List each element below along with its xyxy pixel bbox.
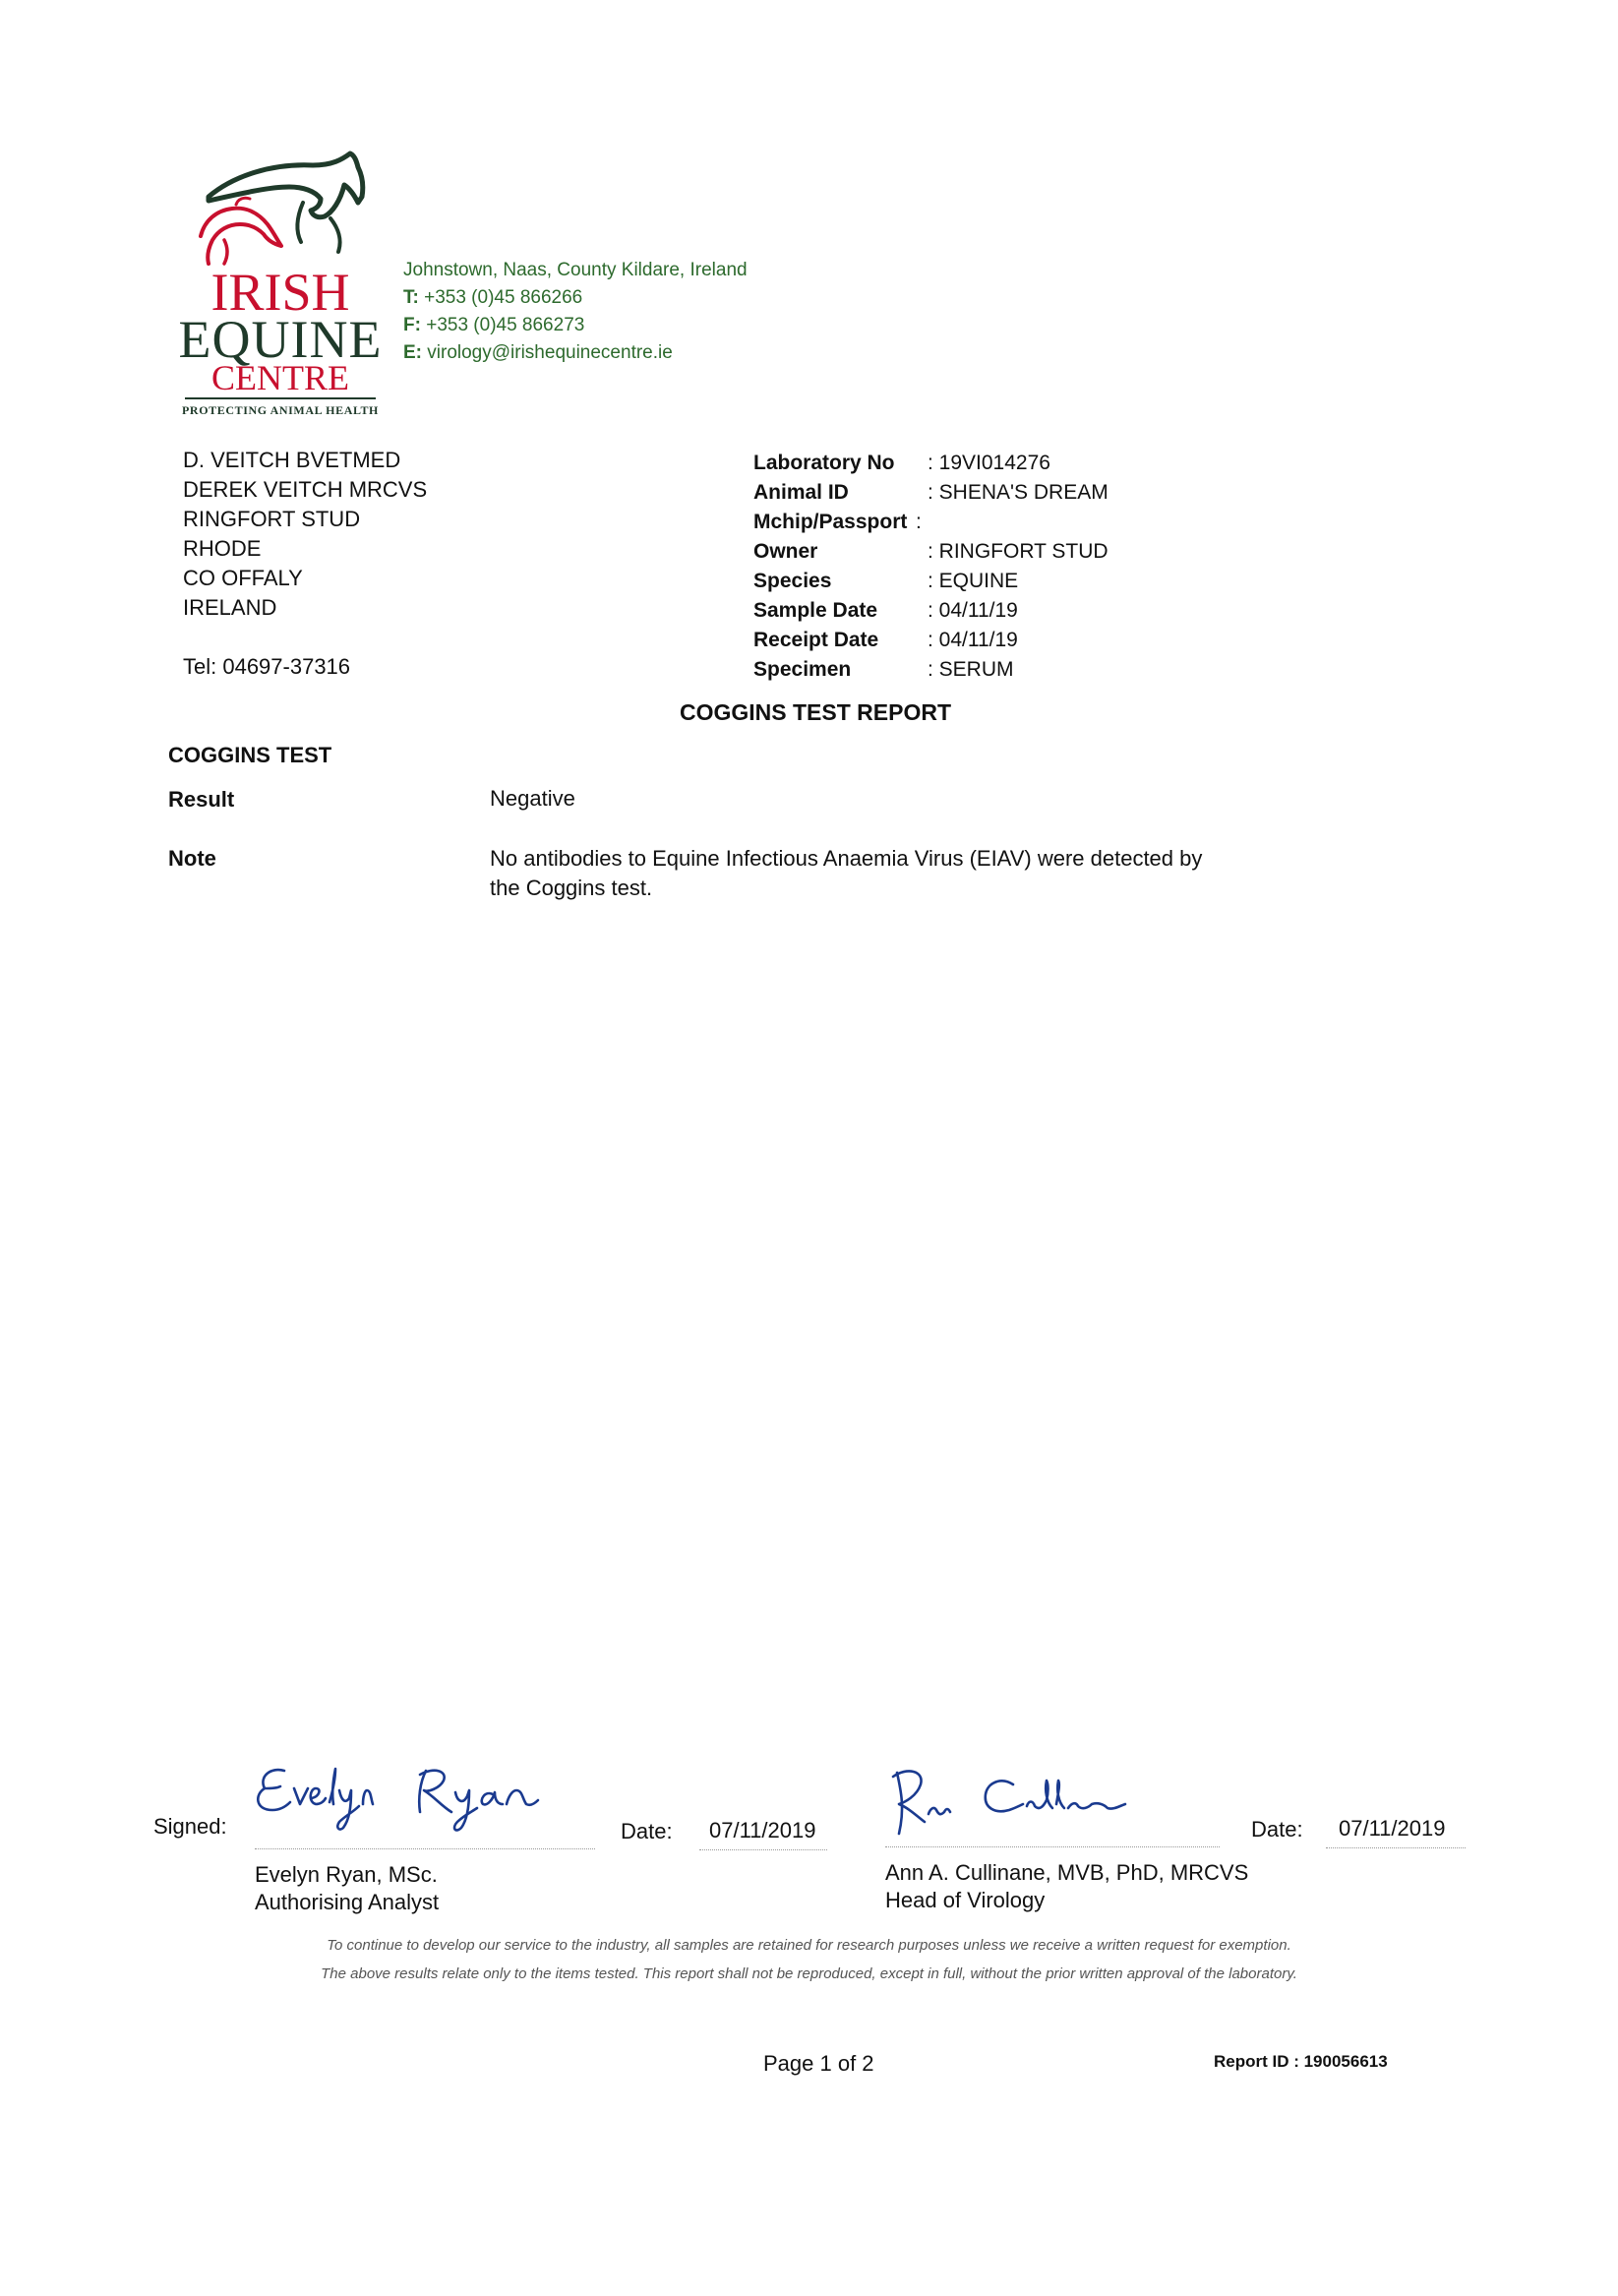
contact-fax <box>403 312 584 339</box>
result-label: Result <box>168 787 235 812</box>
recipient-line: CO OFFALY <box>183 566 303 590</box>
contact-email <box>403 339 673 367</box>
signed-label: Signed: <box>153 1814 227 1839</box>
contact-fax-prefix: F: <box>403 315 421 335</box>
footer-notice-retention: To continue to develop our service to the industry, all samples are retained for research purposes unless we receive a written request for exemption. <box>327 1937 1291 1954</box>
test-heading: COGGINS TEST <box>168 743 332 767</box>
note-text-line: the Coggins test. <box>490 876 653 900</box>
signature-cullinane <box>885 1763 1180 1842</box>
date-label-right: Date: <box>1251 1817 1303 1842</box>
note-text-line: No antibodies to Equine Infectious Anaemia Virus (EIAV) were detected by <box>490 846 1203 871</box>
contact-address: Johnstown, Naas, County Kildare, Ireland <box>403 260 748 280</box>
report-id: Report ID : 190056613 <box>1214 2052 1388 2071</box>
signature-evelyn-ryan <box>251 1759 556 1838</box>
note-label: Note <box>168 846 216 871</box>
logo-divider <box>185 397 376 399</box>
report-title: COGGINS TEST REPORT <box>680 699 952 725</box>
detail-label: Sample Date <box>753 599 878 622</box>
detail-value: : <box>916 511 922 533</box>
detail-label: Species <box>753 570 832 592</box>
contact-fax-value: +353 (0)45 866273 <box>426 315 585 335</box>
signatory-role-left: Authorising Analyst <box>255 1890 440 1914</box>
horse-logo-icon <box>195 146 372 269</box>
detail-value: : 19VI014276 <box>928 452 1050 474</box>
detail-value: : SERUM <box>928 658 1014 681</box>
page-number: Page 1 of 2 <box>763 2051 874 2076</box>
recipient-line: RINGFORT STUD <box>183 507 361 531</box>
detail-value: : 04/11/19 <box>928 629 1018 651</box>
date-label-left: Date: <box>621 1819 673 1843</box>
contact-email-value: virology@irishequinecentre.ie <box>427 342 673 363</box>
date-line-left <box>699 1849 827 1850</box>
date-line-right <box>1326 1847 1466 1848</box>
logo-word-irish: IRISH <box>210 263 350 322</box>
detail-value: : 04/11/19 <box>928 599 1018 622</box>
contact-email-prefix: E: <box>403 342 422 363</box>
recipient-tel: Tel: 04697-37316 <box>183 654 351 679</box>
recipient-line: DEREK VEITCH MRCVS <box>183 477 428 502</box>
recipient-line: D. VEITCH BVETMED <box>183 448 401 472</box>
signature-line-right <box>885 1846 1220 1847</box>
result-value: Negative <box>490 786 575 811</box>
contact-phone-prefix: T: <box>403 287 419 308</box>
recipient-line: IRELAND <box>183 595 277 620</box>
detail-label: Receipt Date <box>753 629 879 651</box>
contact-phone-value: +353 (0)45 866266 <box>424 287 583 308</box>
detail-label: Animal ID <box>753 481 849 504</box>
date-value-right: 07/11/2019 <box>1339 1816 1446 1841</box>
signature-evelyn-ryan-text: Evelyn Ryan <box>251 1836 257 1837</box>
signatory-role-right: Head of Virology <box>885 1888 1046 1912</box>
detail-value: : SHENA'S DREAM <box>928 481 1109 504</box>
signature-line-left <box>255 1848 595 1849</box>
logo-word-equine: EQUINE <box>178 310 383 369</box>
detail-label: Mchip/Passport <box>753 511 908 533</box>
detail-label: Laboratory No <box>753 452 895 474</box>
detail-value: : RINGFORT STUD <box>928 540 1109 563</box>
logo-tagline: PROTECTING ANIMAL HEALTH <box>182 403 379 417</box>
date-value-left: 07/11/2019 <box>709 1818 816 1843</box>
detail-label: Specimen <box>753 658 852 681</box>
signatory-name-left: Evelyn Ryan, MSc. <box>255 1862 438 1887</box>
detail-label: Owner <box>753 540 818 563</box>
irish-equine-centre-logo <box>177 146 384 426</box>
detail-value: : EQUINE <box>928 570 1019 592</box>
recipient-line: RHODE <box>183 536 262 561</box>
signatory-name-right: Ann A. Cullinane, MVB, PhD, MRCVS <box>885 1860 1249 1885</box>
logo-word-centre: CENTRE <box>211 358 349 397</box>
footer-notice-reproduction: The above results relate only to the items tested. This report shall not be reproduced, except in full, without the prior written approval of the laboratory. <box>321 1965 1297 1982</box>
contact-phone <box>403 284 582 312</box>
